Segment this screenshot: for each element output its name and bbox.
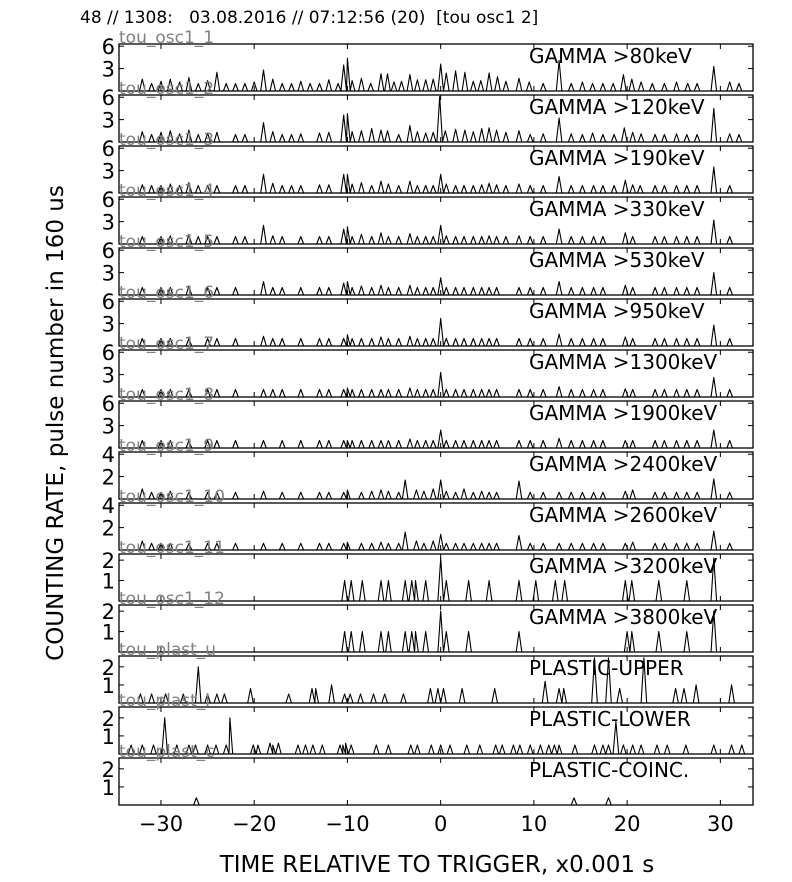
y-tick-label: 2: [101, 655, 115, 680]
panel-title: GAMMA >1900keV: [529, 401, 718, 425]
x-tick-label: 20: [613, 812, 641, 836]
channel-label: tou_plast_c: [119, 742, 215, 762]
series-line-tou_osc1_3: [119, 167, 753, 193]
panel-title: GAMMA >3200keV: [529, 554, 718, 578]
record-header: 48 // 1308: 03.08.2016 // 07:12:56 (20) [tou osc1 2]: [80, 8, 539, 28]
x-tick-label: 0: [433, 812, 448, 836]
x-tick-label: 30: [707, 812, 734, 836]
channel-label: tou_osc1_7: [119, 334, 215, 354]
panel-title: GAMMA >1300keV: [529, 350, 718, 374]
y-tick-label: 4: [101, 443, 115, 468]
series-line-tou_osc1_5: [119, 273, 753, 295]
y-tick-label: 1: [101, 724, 115, 749]
y-tick-label: 1: [101, 673, 115, 698]
panel-title: GAMMA >2400keV: [529, 452, 718, 476]
x-tick-label: −20: [232, 812, 277, 836]
channel-label: tou_osc1_9: [119, 436, 215, 456]
y-tick-label: 6: [101, 290, 115, 315]
panel-title: GAMMA >190keV: [529, 146, 705, 170]
channel-label: tou_osc1_1: [119, 28, 215, 48]
y-tick-label: 6: [101, 86, 115, 111]
y-tick-label: 3: [101, 414, 115, 439]
y-tick-label: 3: [101, 363, 115, 388]
channel-label: tou_plast_l: [119, 691, 211, 711]
y-tick-label: 6: [101, 239, 115, 264]
y-tick-label: 6: [101, 392, 115, 417]
y-tick-label: 2: [101, 516, 115, 541]
y-tick-label: 6: [101, 188, 115, 213]
series-line-tou_osc1_7: [119, 372, 753, 397]
x-tick-label: −10: [325, 812, 370, 836]
y-tick-label: 3: [101, 57, 115, 82]
panel-title: GAMMA >330keV: [529, 197, 705, 221]
x-tick-label: 10: [520, 812, 548, 836]
y-tick-label: 6: [101, 137, 115, 162]
panel-title: GAMMA >80keV: [529, 44, 692, 68]
channel-label: tou_plast_u: [119, 640, 217, 660]
y-tick-label: 6: [101, 341, 115, 366]
panel-title: GAMMA >530keV: [529, 248, 705, 272]
x-tick-label: −30: [138, 812, 184, 836]
panel-title: PLASTIC-COINC.: [529, 758, 690, 782]
series-line-tou_osc1_8: [119, 430, 753, 448]
channel-label: tou_osc1_3: [119, 130, 215, 150]
y-axis-label: COUNTING RATE, pulse number in 160 us: [43, 185, 69, 661]
y-tick-label: 4: [101, 494, 115, 519]
channel-label: tou_osc1_2: [119, 79, 215, 99]
channel-label: tou_osc1_4: [119, 181, 215, 201]
panel-title: PLASTIC-LOWER: [529, 707, 691, 731]
y-tick-label: 2: [101, 706, 115, 731]
channel-label: tou_osc1_12: [119, 589, 225, 609]
panel-title: GAMMA >950keV: [529, 299, 705, 323]
y-tick-label: 2: [101, 549, 115, 574]
y-tick-label: 3: [101, 210, 115, 235]
panel-title: GAMMA >120keV: [529, 95, 705, 119]
y-tick-label: 3: [101, 159, 115, 184]
y-tick-label: 1: [101, 620, 115, 645]
y-tick-label: 2: [101, 465, 115, 490]
channel-label: tou_osc1_8: [119, 385, 215, 405]
y-tick-label: 2: [101, 600, 115, 625]
series-line-tou_plast_c: [119, 798, 753, 805]
panel-title: PLASTIC-UPPER: [529, 656, 684, 680]
y-tick-label: 1: [101, 775, 115, 800]
panel-title: GAMMA >3800keV: [529, 605, 718, 629]
series-line-tou_osc1_4: [119, 220, 753, 244]
channel-label: tou_osc1_11: [119, 538, 225, 558]
x-axis-label: TIME RELATIVE TO TRIGGER, x0.001 s: [219, 852, 655, 878]
panel-title: GAMMA >2600keV: [529, 503, 718, 527]
channel-label: tou_osc1_6: [119, 283, 215, 303]
y-tick-label: 3: [101, 261, 115, 286]
channel-label: tou_osc1_10: [119, 487, 225, 507]
channel-label: tou_osc1_5: [119, 232, 215, 252]
y-tick-label: 3: [101, 312, 115, 337]
y-tick-label: 3: [101, 108, 115, 133]
y-tick-label: 2: [101, 757, 115, 782]
y-tick-label: 1: [101, 569, 115, 594]
y-tick-label: 6: [101, 35, 115, 60]
